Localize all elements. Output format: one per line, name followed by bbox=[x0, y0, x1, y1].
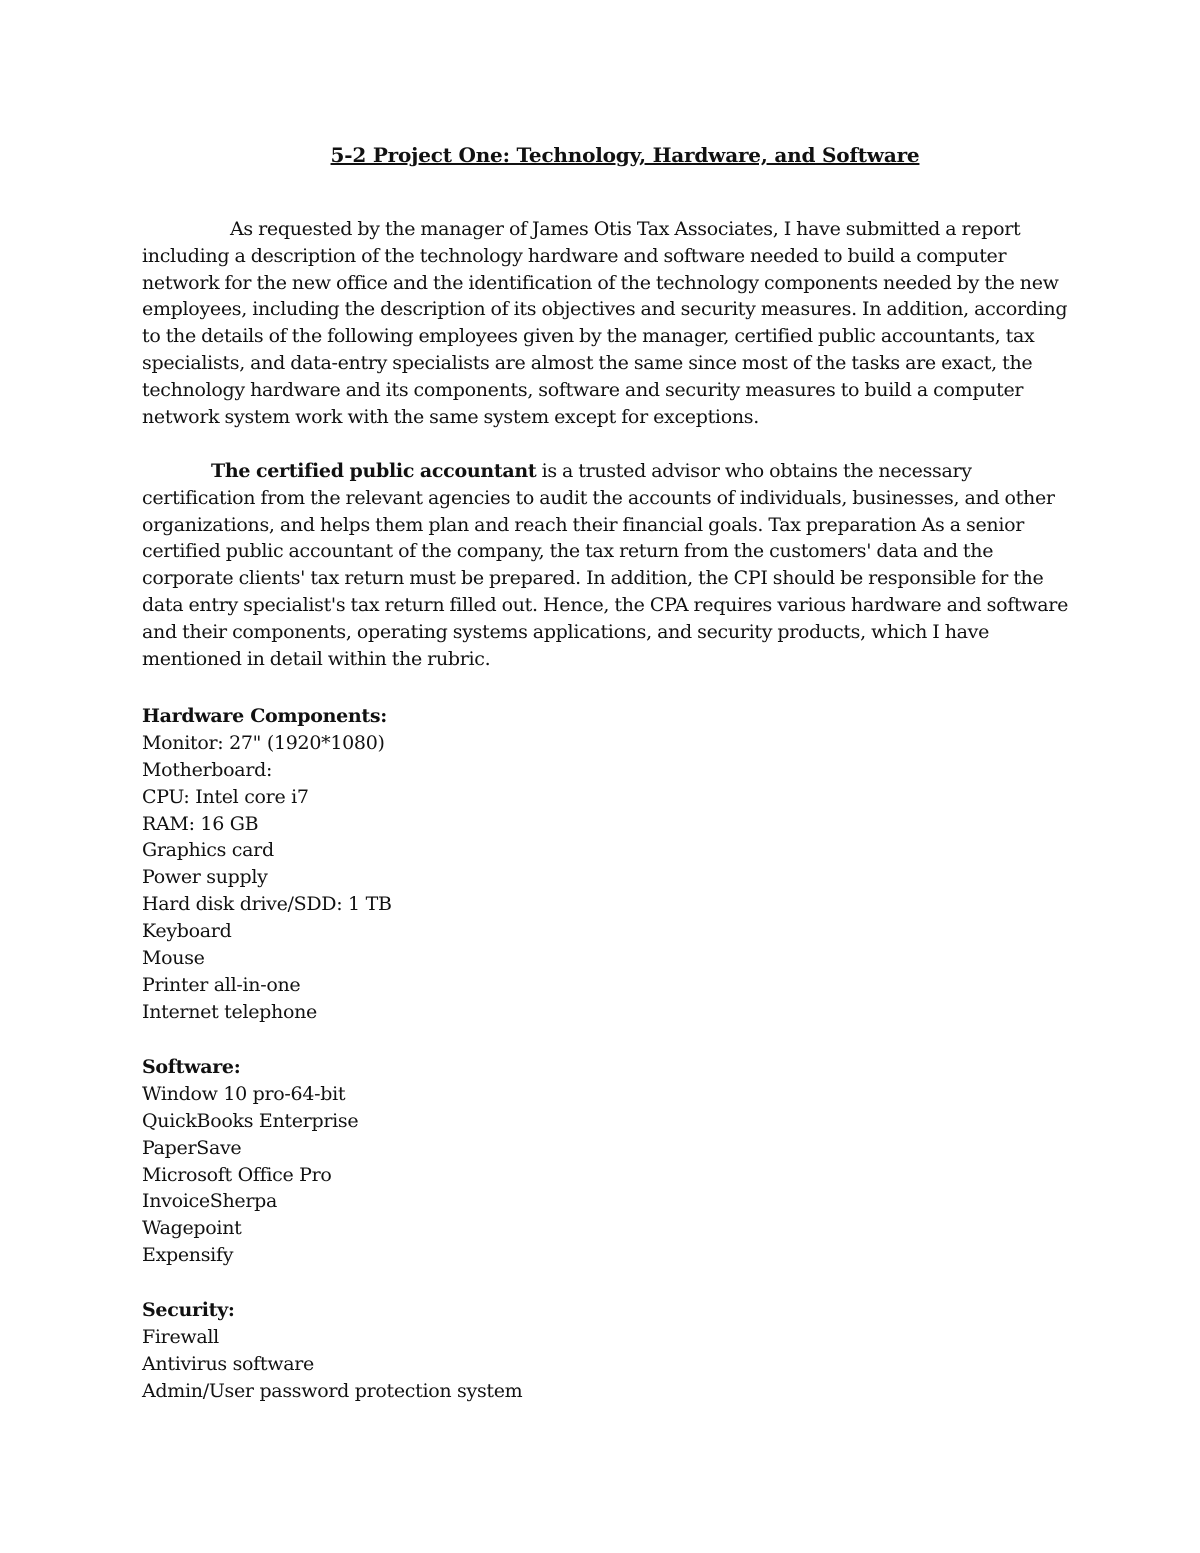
document-title: 5-2 Project One: Technology, Hardware, and Software bbox=[330, 143, 920, 167]
list-item: Hard disk drive/SDD: 1 TB bbox=[142, 893, 392, 916]
hardware-section bbox=[142, 703, 842, 1026]
list-item: Wagepoint bbox=[142, 1217, 242, 1240]
hardware-heading: Hardware Components: bbox=[142, 705, 387, 727]
list-item: RAM: 16 GB bbox=[142, 812, 259, 835]
list-item: PaperSave bbox=[142, 1136, 242, 1159]
intro-paragraph: As requested by the manager of James Otis Tax Associates, I have submitted a report including a description of the technology hardware and software needed to build a computer network for the new office and the identification of the technology components needed by the new employees, including the description of its objectives and security measures. In addition, according to the details of the following employees given by the manager, certified public accountants, tax specialists, and data-entry specialists are almost the same since most of the tasks are exact, the technology hardware and its components, software and security measures to build a computer network system work with the same system except for exceptions. bbox=[142, 218, 1068, 428]
software-heading: Software: bbox=[142, 1056, 241, 1078]
security-heading: Security: bbox=[142, 1299, 235, 1321]
list-item: Internet telephone bbox=[142, 1000, 317, 1023]
software-section bbox=[142, 1054, 842, 1269]
list-item: Graphics card bbox=[142, 839, 274, 862]
software-list bbox=[142, 1081, 842, 1269]
list-item: Keyboard bbox=[142, 920, 232, 943]
list-item: Admin/User password protection system bbox=[142, 1379, 523, 1402]
list-item: QuickBooks Enterprise bbox=[142, 1109, 359, 1132]
hardware-list bbox=[142, 730, 842, 1026]
list-item: Motherboard: bbox=[142, 758, 273, 781]
list-item: Mouse bbox=[142, 947, 205, 970]
cpa-paragraph bbox=[142, 458, 1072, 672]
list-item: Expensify bbox=[142, 1244, 234, 1267]
list-item: InvoiceSherpa bbox=[142, 1190, 278, 1213]
list-item: Microsoft Office Pro bbox=[142, 1163, 332, 1186]
list-item: Monitor: 27" (1920*1080) bbox=[142, 731, 385, 754]
security-section bbox=[142, 1297, 842, 1405]
list-item: CPU: Intel core i7 bbox=[142, 785, 309, 808]
list-item: Window 10 pro-64-bit bbox=[142, 1082, 346, 1105]
list-item: Antivirus software bbox=[142, 1352, 314, 1375]
list-item: Firewall bbox=[142, 1325, 219, 1348]
cpa-paragraph-body: is a trusted advisor who obtains the necessary certification from the relevant agencies to audit the accounts of individuals, businesses, and other organizations, and helps them plan and reach their financial goals. Tax preparation As a senior certified public accountant of the company, the tax return from the customers' data and the corporate clients' tax return must be prepared. In addition, the CPI should be responsible for the data entry specialist's tax return filled out. Hence, the CPA requires various hardware and software and their components, operating systems applications, and security products, which I have mentioned in detail within the rubric. bbox=[142, 460, 1069, 670]
cpa-paragraph-lead: The certified public accountant bbox=[211, 460, 537, 482]
list-item: Printer all-in-one bbox=[142, 973, 301, 996]
list-item: Power supply bbox=[142, 866, 268, 889]
security-list bbox=[142, 1324, 842, 1405]
